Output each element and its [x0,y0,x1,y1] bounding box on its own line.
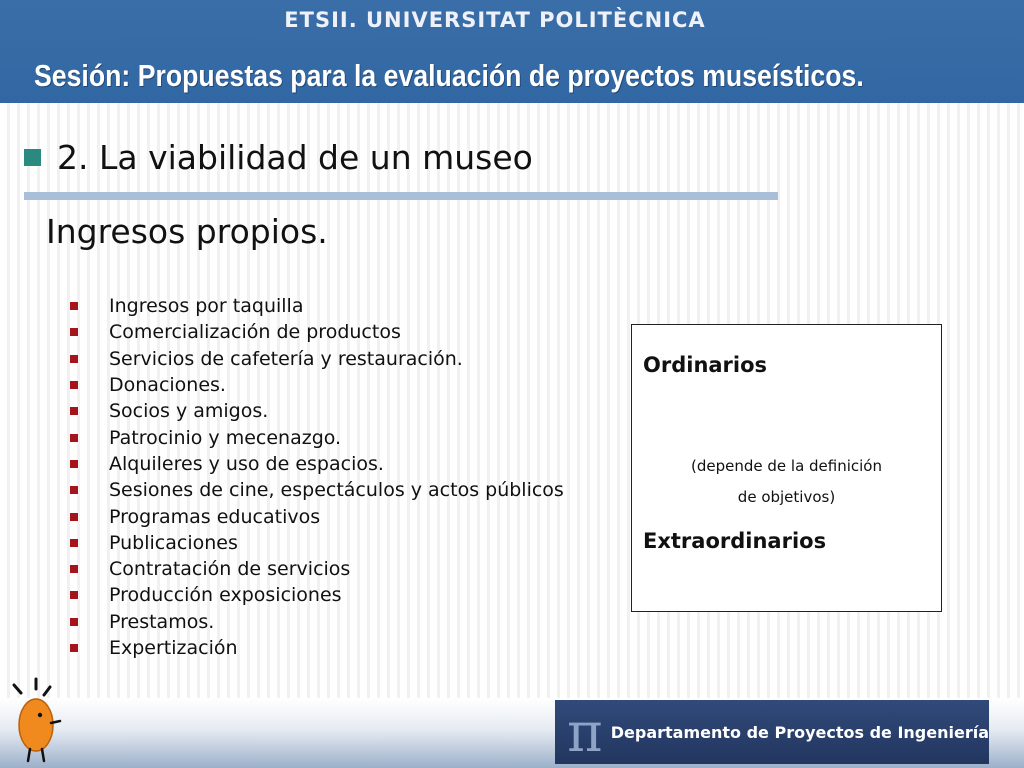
list-item-text: Comercialización de productos [109,321,401,344]
square-bullet-icon [70,486,78,494]
slide-header [0,0,1024,103]
section-heading-text: 2. La viabilidad de un museo [57,138,533,177]
square-bullet-icon [24,149,41,166]
pi-logo-icon: π [567,700,603,764]
list-item-text: Programas educativos [109,505,321,528]
square-bullet-icon [70,355,78,363]
list-item [70,424,564,450]
list-item [70,372,564,398]
list-item [70,319,564,345]
square-bullet-icon [70,460,78,468]
list-item-text: Ingresos por taquilla [109,295,304,318]
list-item-text: Sesiones de cine, espectáculos y actos públicos [109,479,564,502]
square-bullet-icon [70,591,78,599]
square-bullet-icon [70,644,78,652]
list-item [70,635,564,661]
orange-mascot-icon [6,675,64,765]
note-line-1: (depende de la definición [691,457,882,475]
square-bullet-icon [70,407,78,415]
list-item [70,530,564,556]
square-bullet-icon [70,539,78,547]
list-item-text: Contratación de servicios [109,558,351,581]
income-list [70,293,564,661]
note-line-2: de objetivos) [737,488,836,506]
list-item-text: Servicios de cafetería y restauración. [109,347,463,370]
list-item-text: Prestamos. [109,610,215,633]
list-item-text: Producción exposiciones [109,584,342,607]
list-item-text: Socios y amigos. [109,400,269,423]
list-item [70,346,564,372]
square-bullet-icon [70,618,78,626]
list-item-text: Expertización [109,637,238,659]
list-item [70,398,564,424]
list-item-text: Alquileres y uso de espacios. [109,452,384,475]
square-bullet-icon [70,434,78,442]
list-item [70,609,564,635]
department-name: Departamento de Proyectos de Ingeniería [610,722,989,742]
list-item [70,451,564,477]
square-bullet-icon [70,381,78,389]
heading-divider [24,192,778,200]
list-item [70,477,564,503]
subheading: Ingresos propios. [46,212,328,251]
list-item [70,556,564,582]
square-bullet-icon [70,302,78,310]
institution-name: ETSII. UNIVERSITAT POLITÈCNICA [284,8,706,32]
department-logo [555,700,989,764]
square-bullet-icon [70,565,78,573]
classification-box [631,324,942,612]
list-item-text: Donaciones. [109,374,226,397]
section-heading [24,138,533,177]
list-item [70,503,564,529]
list-item-text: Patrocinio y mecenazgo. [109,426,342,449]
extraordinary-label: Extraordinarios [643,529,827,553]
square-bullet-icon [70,328,78,336]
list-item [70,293,564,319]
list-item [70,582,564,608]
list-item-text: Publicaciones [109,531,238,554]
square-bullet-icon [70,513,78,521]
session-title: Sesión: Propuestas para la evaluación de proyectos museísticos. [34,58,864,93]
ordinary-label: Ordinarios [643,353,768,377]
classification-note [632,451,941,513]
